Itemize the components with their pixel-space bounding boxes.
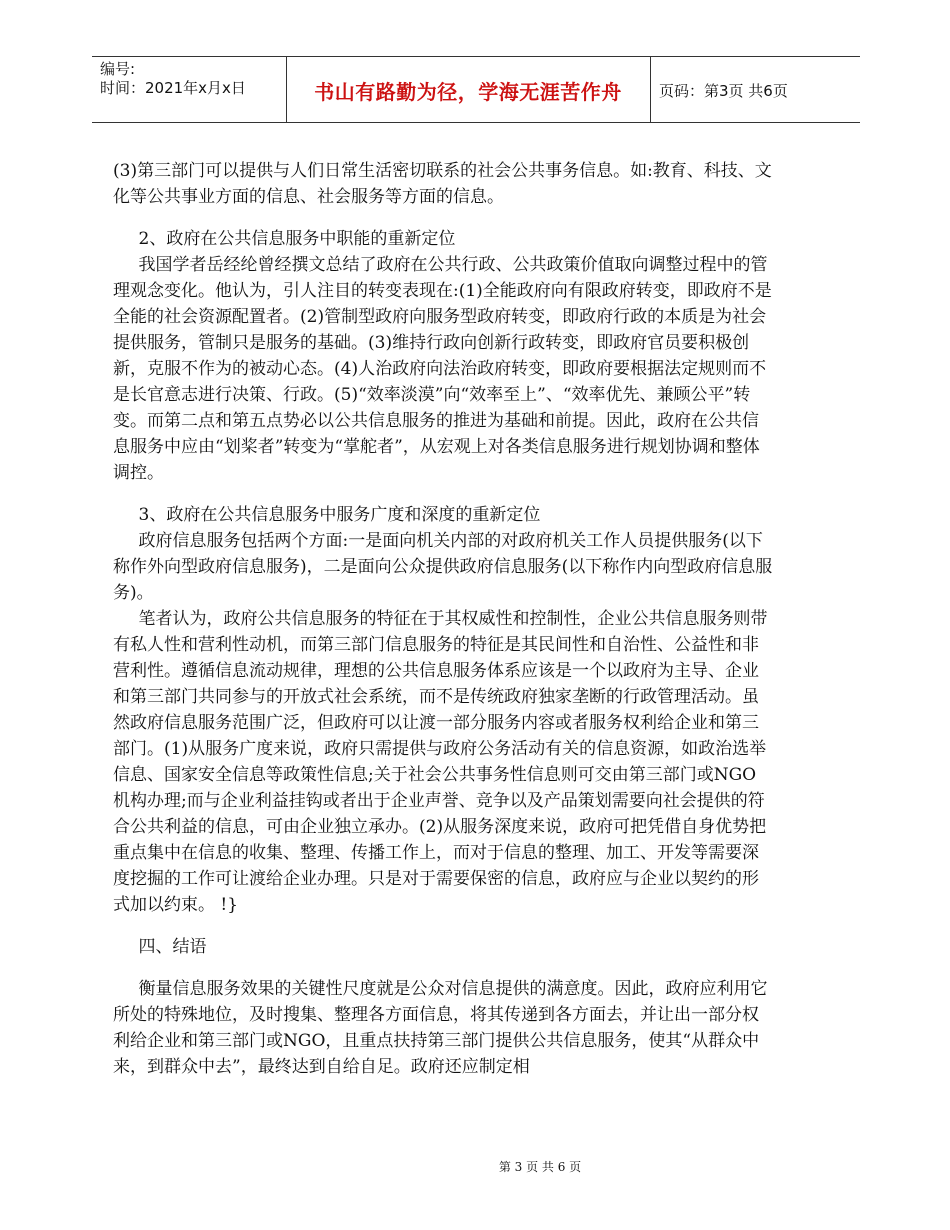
- header-page-info: 页码：第3页 共6页: [659, 82, 788, 100]
- document-body: [113, 158, 773, 1080]
- page-footer: 第 3 页 共 6 页: [498, 1160, 582, 1174]
- header-number-label: 编号:: [100, 60, 136, 78]
- header-meta: [100, 60, 246, 98]
- section-heading-2: 2、政府在公共信息服务中职能的重新定位: [138, 229, 456, 249]
- paragraph-service-types: 政府信息服务包括两个方面:一是面向机关内部的对政府机关工作人员提供服务(以下称作外向型政府信息服务)，二是面向公众提供政府信息服务(以下称作内向型政府信息服务)。: [113, 531, 773, 603]
- section-heading-3: 3、政府在公共信息服务中服务广度和深度的重新定位: [138, 505, 541, 525]
- header-motto: 书山有路勤为径，学海无涯苦作舟: [314, 80, 622, 104]
- paragraph-conclusion: 衡量信息服务效果的关键性尺度就是公众对信息提供的满意度。因此，政府应利用它所处的特殊地位，及时搜集、整理各方面信息，将其传递到各方面去，并让出一部分权利给企业和第三部门或NGO，且重点扶持第三部门提供公共信息服务，使其“从群众中来，到群众中去”，最终达到自给自足。政府还应制定相: [113, 979, 768, 1077]
- header-bottom-rule: [92, 122, 860, 123]
- paragraph-author-view: 笔者认为，政府公共信息服务的特征在于其权威性和控制性，企业公共信息服务则带有私人性和营利性动机，而第三部门信息服务的特征是其民间性和自治性、公益性和非营利性。遵循信息流动规律，理想的公共信息服务体系应该是一个以政府为主导、企业和第三部门共同参与的开放式社会系统，而不是传统政府独家垄断的行政管理活动。虽然政府信息服务范围广泛，但政府可以让渡一部分服务内容或者服务权利给企业和第三部门。(1)从服务广度来说，政府只需提供与政府公务活动有关的信息资源，如政治选举信息、国家安全信息等政策性信息;关于社会公共事务性信息则可交由第三部门或NGO机构办理;而与企业利益挂钩或者出于企业声誉、竞争以及产品策划需要向社会提供的符合公共利益的信息，可由企业独立承办。(2)从服务深度来说，政府可把凭借自身优势把重点集中在信息的收集、整理、传播工作上，而对于信息的整理、加工、开发等需要深度挖掘的工作可让渡给企业办理。只是对于需要保密的信息，政府应与企业以契约的形式加以约束。 !}: [113, 609, 768, 915]
- paragraph-third-sector: (3)第三部门可以提供与人们日常生活密切联系的社会公共事务信息。如:教育、科技、文化等公共事业方面的信息、社会服务等方面的信息。: [113, 161, 772, 207]
- paragraph-government-role: 我国学者岳经纶曾经撰文总结了政府在公共行政、公共政策价值取向调整过程中的管理观念变化。他认为，引人注目的转变表现在:(1)全能政府向有限政府转变，即政府不是全能的社会资源配置者。(2)管制型政府向服务型政府转变，即政府行政的本质是为社会提供服务，管制只是服务的基础。(3)维持行政向创新行政转变，即政府官员要积极创新，克服不作为的被动心态。(4)人治政府向法治政府转变，即政府要根据法定规则而不是长官意志进行决策、行政。(5)“效率淡漠”向“效率至上”、“效率优先、兼顾公平”转变。而第二点和第五点势必以公共信息服务的推进为基础和前提。因此，政府在公共信息服务中应由“划桨者”转变为“掌舵者”，从宏观上对各类信息服务进行规划协调和整体调控。: [113, 255, 772, 483]
- header-top-rule: [92, 56, 860, 57]
- header-divider-right: [650, 56, 651, 122]
- section-heading-conclusion: 四、结语: [138, 937, 207, 957]
- header-time-label: 时间：2021年x月x日: [100, 79, 246, 97]
